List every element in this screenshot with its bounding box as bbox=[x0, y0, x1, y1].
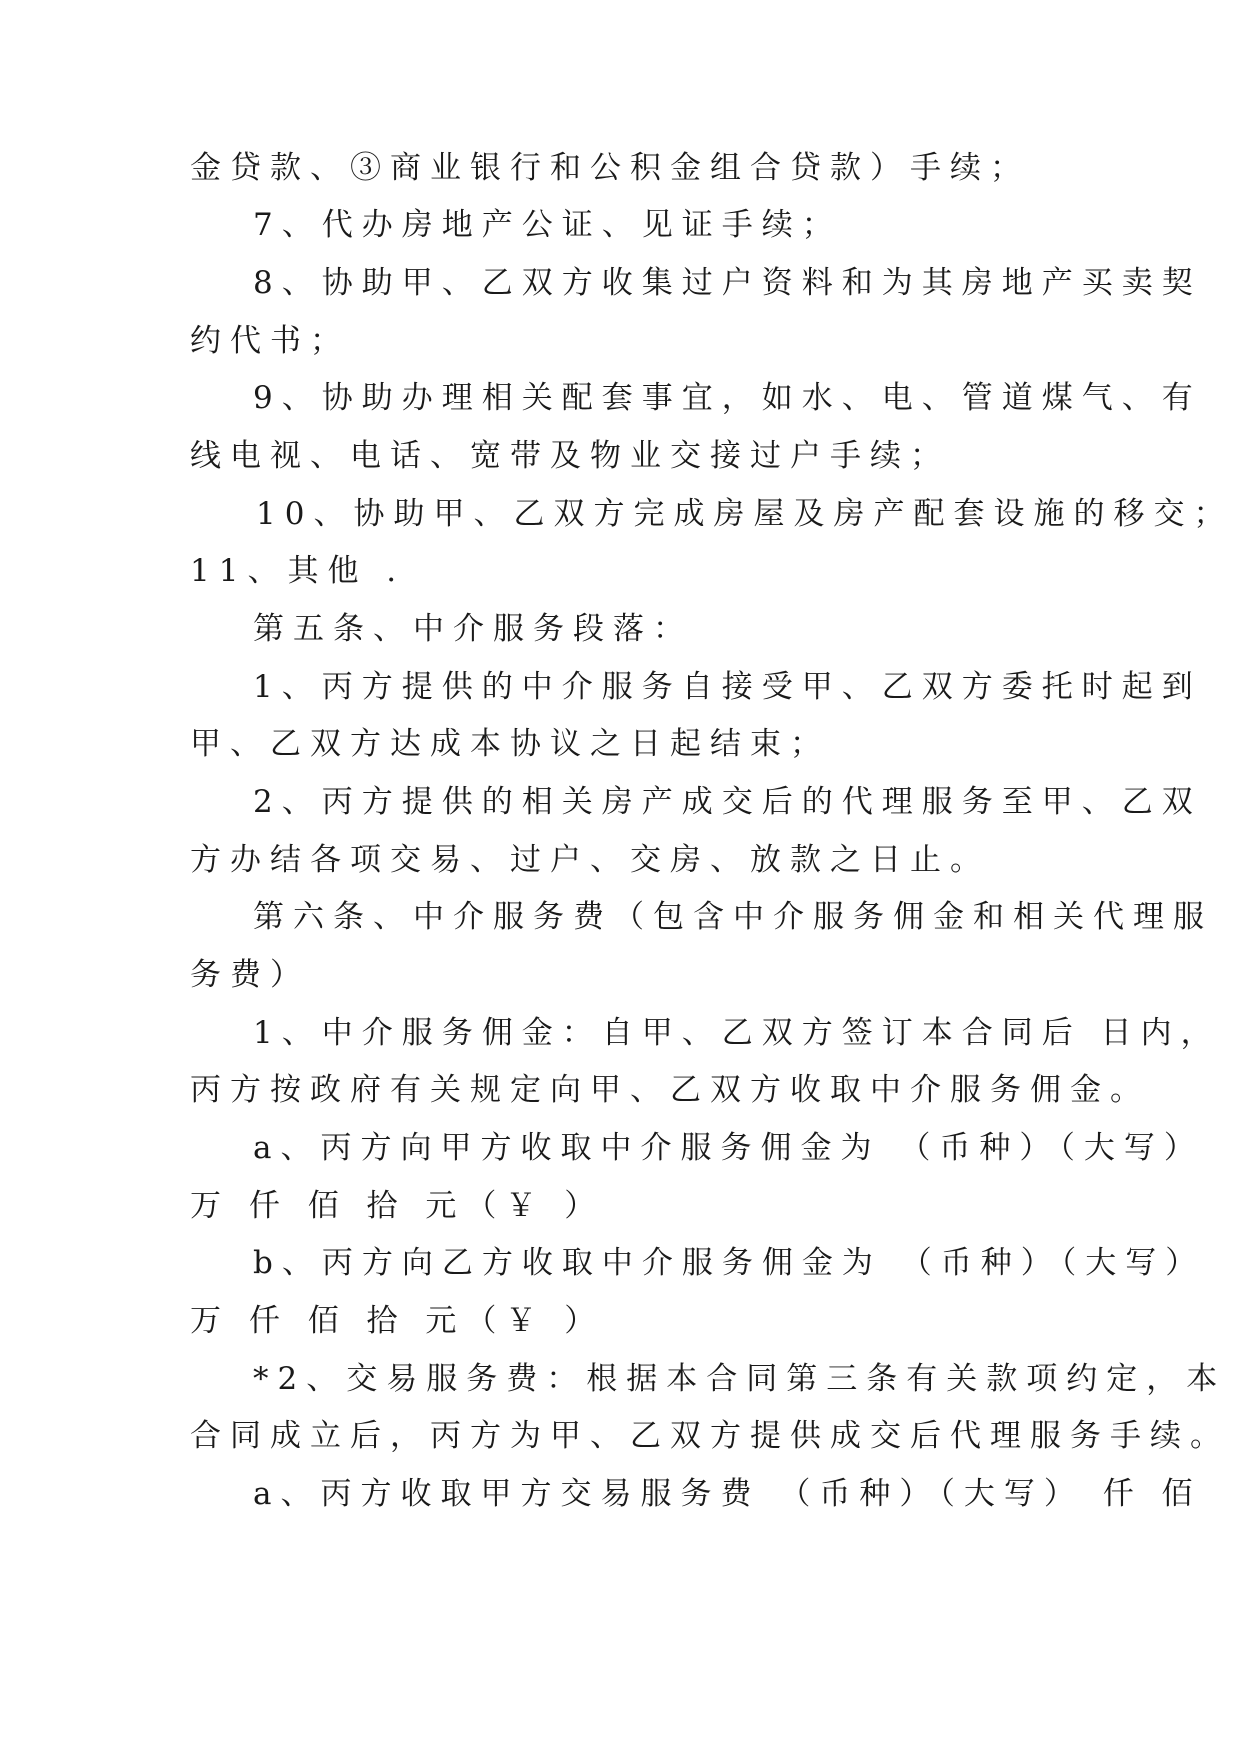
text-line: 约代书； bbox=[190, 323, 350, 359]
text-line: 合同成立后，丙方为甲、乙双方提供成交后代理服务手续。 bbox=[190, 1418, 1230, 1454]
text-line: *2、交易服务费：根据本合同第三条有关款项约定，本 bbox=[253, 1361, 1227, 1397]
text-line: 11、其他 . bbox=[190, 553, 406, 589]
section-heading: 第五条、中介服务段落： bbox=[253, 611, 693, 647]
text-line: 万 仟 佰 拾 元（￥ ） bbox=[190, 1303, 605, 1339]
text-line: 1、丙方提供的中介服务自接受甲、乙双方委托时起到 bbox=[253, 669, 1202, 705]
text-line: 2、丙方提供的相关房产成交后的代理服务至甲、乙双 bbox=[253, 784, 1202, 820]
text-line: 1、中介服务佣金：自甲、乙双方签订本合同后 日内， bbox=[253, 1015, 1221, 1051]
text-line: a、丙方向甲方收取中介服务佣金为 （币种）（大写） bbox=[253, 1130, 1204, 1166]
text-line: 方办结各项交易、过户、交房、放款之日止。 bbox=[190, 842, 990, 878]
text-line: 8、协助甲、乙双方收集过户资料和为其房地产买卖契 bbox=[253, 265, 1202, 301]
text-line: 10、协助甲、乙双方完成房屋及房产配套设施的移交； bbox=[256, 496, 1234, 532]
text-line: 9、协助办理相关配套事宜，如水、电、管道煤气、有 bbox=[253, 380, 1202, 416]
text-line: a、丙方收取甲方交易服务费 （币种）（大写） 仟 佰 bbox=[253, 1476, 1202, 1512]
text-line: 丙方按政府有关规定向甲、乙双方收取中介服务佣金。 bbox=[190, 1072, 1150, 1108]
text-line: 务费） bbox=[190, 957, 310, 993]
text-line: 万 仟 佰 拾 元（￥ ） bbox=[190, 1188, 605, 1224]
text-line: b、丙方向乙方收取中介服务佣金为 （币种）（大写） bbox=[253, 1245, 1206, 1281]
text-line: 金贷款、③商业银行和公积金组合贷款）手续； bbox=[190, 150, 1030, 186]
text-line: 甲、乙双方达成本协议之日起结束； bbox=[190, 726, 830, 762]
text-line: 线电视、电话、宽带及物业交接过户手续； bbox=[190, 438, 950, 474]
section-heading: 第六条、中介服务费（包含中介服务佣金和相关代理服 bbox=[253, 899, 1213, 935]
text-line: 7、代办房地产公证、见证手续； bbox=[253, 207, 842, 243]
